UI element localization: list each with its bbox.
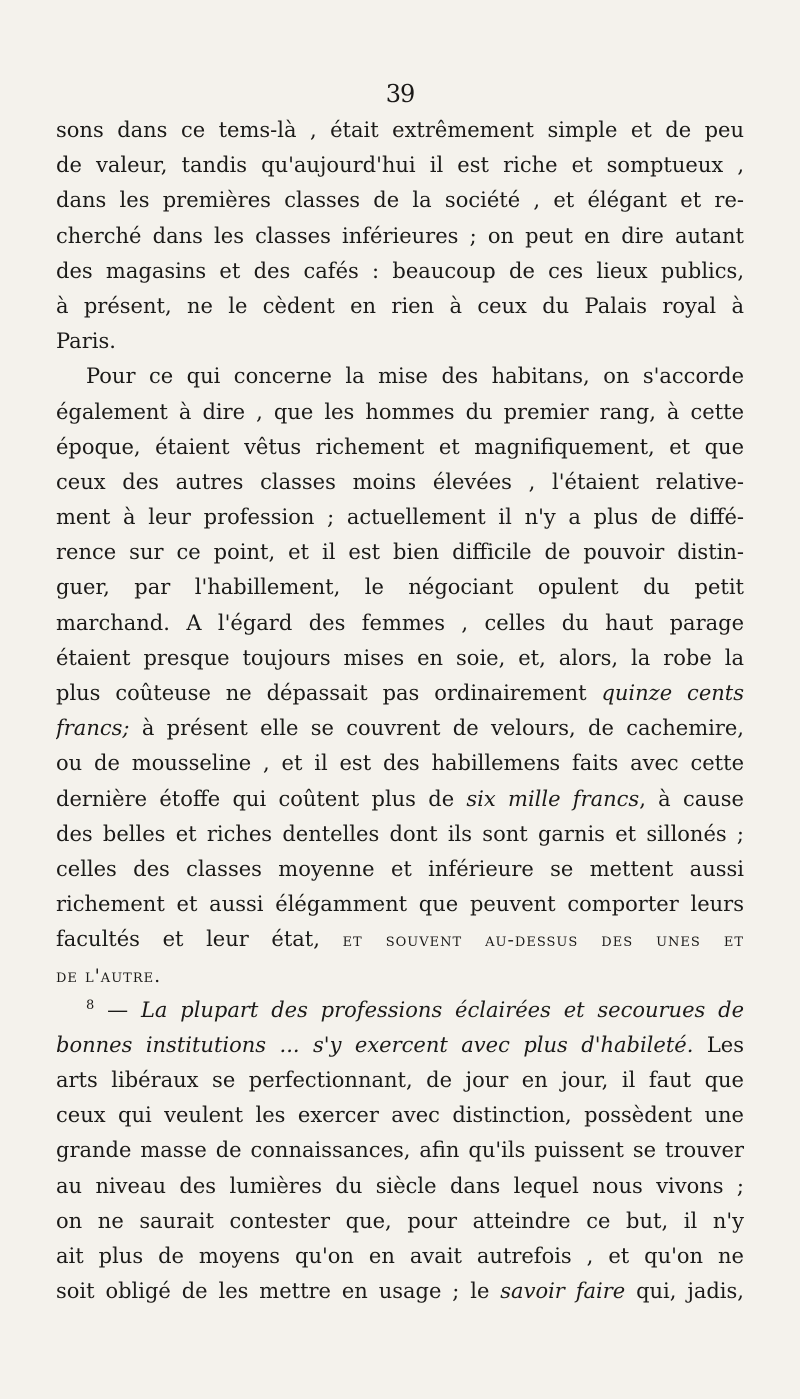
text-line <box>56 1239 744 1274</box>
text-span: à présent elle se couvrent de velours, de cachemire, <box>129 716 744 741</box>
text-line <box>56 641 744 676</box>
text-line <box>56 606 744 641</box>
text-line <box>56 465 744 500</box>
text-span: Paris. <box>56 329 116 354</box>
text-span: ait plus de moyens qu'on en avait autrefois , et qu'on ne <box>56 1244 744 1268</box>
text-span: ou de mousseline , et il est des habillemens faits avec cette <box>56 751 744 776</box>
italic-text: quinze cents <box>601 681 744 705</box>
text-line <box>56 852 744 887</box>
body-text <box>56 113 744 1309</box>
text-span: Les <box>693 1032 744 1057</box>
text-span: on ne saurait contester que, pour atteindre ce but, il n'y <box>56 1208 744 1233</box>
text-span: plus coûteuse ne dépassait pas ordinairement <box>56 681 602 705</box>
text-span: au niveau des lumières du siècle dans lequel nous vivons ; <box>56 1173 744 1198</box>
text-line <box>56 993 744 1028</box>
text-line <box>56 1133 744 1168</box>
text-span: Pour ce qui concerne la mise des habitans, on s'accorde <box>86 364 744 389</box>
text-span: ment à leur profession ; actuellement il n'y a plus de diffé- <box>56 505 744 530</box>
italic-text: bonnes institutions ... s'y exercent avec plus d'habileté. <box>56 1032 694 1057</box>
text-line <box>56 535 744 570</box>
text-span: étaient presque toujours mises en soie, et, alors, la robe la <box>56 645 744 670</box>
italic-text: savoir faire <box>500 1279 626 1304</box>
small-caps-text: de l'autre. <box>56 964 162 987</box>
text-span: ceux qui veulent les exercer avec distinction, possèdent une <box>56 1103 744 1128</box>
text-span: des magasins et des cafés : beaucoup de ces lieux publics, <box>56 258 744 283</box>
text-line <box>56 289 744 324</box>
text-span: richement et aussi élégamment que peuvent comporter leurs <box>56 892 744 917</box>
text-line <box>56 887 744 922</box>
text-line <box>56 500 744 535</box>
text-span: grande masse de connaissances, afin qu'ils puissent se trouver <box>56 1138 744 1163</box>
text-span: dernière étoffe qui coûtent plus de <box>56 786 467 811</box>
text-span: marchand. A l'égard des femmes , celles du haut parage <box>56 610 744 635</box>
text-line <box>56 148 744 183</box>
text-line <box>56 1028 744 1063</box>
text-line <box>56 254 744 289</box>
page-number: 39 <box>385 80 415 108</box>
italic-text: La plupart des professions éclairées et secourues de <box>140 997 744 1022</box>
text-span: guer, par l'habillement, le négociant opulent du petit <box>56 575 744 600</box>
text-line <box>56 570 744 605</box>
text-line <box>56 746 744 781</box>
text-span: sons dans ce tems-là , était extrêmement simple et de peu <box>56 118 744 142</box>
text-span: soit obligé de les mettre en usage ; le <box>56 1279 501 1304</box>
text-line <box>56 1169 744 1204</box>
text-line <box>56 676 744 711</box>
text-line <box>56 711 744 746</box>
text-span: de valeur, tandis qu'aujourd'hui il est riche et somptueux , <box>56 153 744 178</box>
text-line <box>56 324 744 359</box>
text-span: arts libéraux se perfectionnant, de jour en jour, il faut que <box>56 1068 744 1093</box>
text-line <box>56 219 744 254</box>
text-span: facultés et leur état, <box>56 927 343 952</box>
text-span: des belles et riches dentelles dont ils sont garnis et sillonés ; <box>56 821 744 846</box>
text-span: également à dire , que les hommes du premier rang, à cette <box>56 399 744 424</box>
text-line <box>56 1098 744 1133</box>
text-line <box>56 958 744 993</box>
footnote-marker: 8 <box>86 997 95 1013</box>
text-line <box>56 1063 744 1098</box>
text-line <box>56 817 744 852</box>
text-span: époque, étaient vêtus richement et magnifiquement, et que <box>56 434 744 459</box>
text-span: dans les premières classes de la société , et élégant et re- <box>56 188 744 213</box>
text-span: rence sur ce point, et il est bien difficile de pouvoir distin- <box>56 540 744 565</box>
text-line <box>56 1204 744 1239</box>
text-line <box>56 183 744 218</box>
text-span: à présent, ne le cèdent en rien à ceux du Palais royal à <box>56 293 744 318</box>
small-caps-text: et souvent au-dessus des unes et <box>342 929 744 952</box>
text-span: — <box>94 997 141 1022</box>
italic-text: francs; <box>56 716 130 741</box>
text-line <box>56 395 744 430</box>
text-line <box>56 782 744 817</box>
text-line <box>56 1274 744 1309</box>
text-span: , à cause <box>639 786 744 811</box>
text-line <box>56 922 744 957</box>
text-line <box>56 113 744 148</box>
text-span: celles des classes moyenne et inférieure se mettent aussi <box>56 856 744 881</box>
text-line <box>56 359 744 394</box>
italic-text: six mille francs <box>466 786 640 811</box>
text-span: ceux des autres classes moins élevées , l'étaient relative- <box>56 469 744 494</box>
text-span: cherché dans les classes inférieures ; on peut en dire autant <box>56 223 744 248</box>
text-span: qui, jadis, <box>625 1279 744 1304</box>
text-line <box>56 430 744 465</box>
